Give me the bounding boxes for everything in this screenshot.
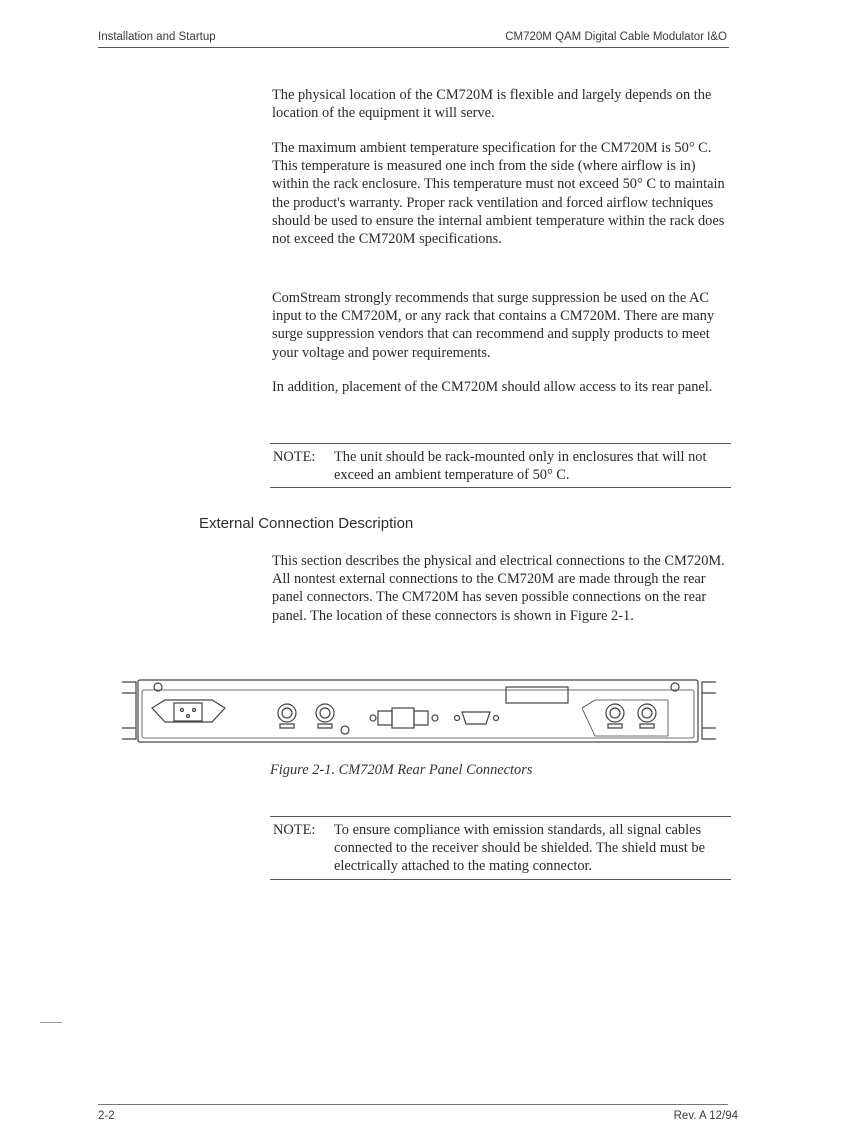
header-document-title: CM720M QAM Digital Cable Modulator I&O [505,31,727,43]
note-rack-mount [270,443,731,488]
ac-power-inlet-icon [152,700,225,722]
paragraph-rear-access: In addition, placement of the CM720M should allow access to its rear panel. [272,379,713,395]
db-connector-icon [370,708,438,728]
paragraph-connections: This section describes the physical and electrical connections to the CM720M. All nontest external connections to the CM720M are made through the rear panel connectors. The CM720M has seven possible connections on the rear panel. The location of these connectors is shown in Figure 2-1. [272,553,725,624]
figure-caption: Figure 2-1. CM720M Rear Panel Connectors [270,762,533,778]
ground-screw-icon [341,726,349,734]
section-heading: External Connection Description [199,515,414,532]
paragraph-location: The physical location of the CM720M is flexible and largely depends on the location of the equipment it will serve. [272,87,712,122]
footer-rule [98,1104,728,1105]
left-rack-ear [122,682,136,739]
note-text: To ensure compliance with emission standards, all signal cables connected to the receiver should be shielded. The shield must be electrically attached to the mating connector. [334,822,705,875]
revision-label: Rev. A 12/94 [673,1110,738,1122]
note-label: NOTE: [273,449,316,465]
header-section-title: Installation and Startup [98,31,216,43]
paragraph-surge-suppression: ComStream strongly recommends that surge suppression be used on the AC input to the CM720M, or any rack that contains a CM720M. There are many surge suppression vendors that can recommend and supply products to meet your voltage and power requirements. [272,290,715,361]
note-emission-standards [270,816,731,880]
bnc-connector-icon [316,704,334,728]
header-rule [98,47,729,48]
bnc-connector-icon [638,704,656,728]
serial-port-icon [455,712,499,724]
bnc-connector-icon [278,704,296,728]
page-number: 2-2 [98,1110,115,1122]
panel-inner-outline [142,690,694,738]
scan-mark [40,1022,62,1023]
note-label: NOTE: [273,822,316,838]
paragraph-temperature: The maximum ambient temperature specification for the CM720M is 50° C. This temperature is measured one inch from the side (where airflow is in) within the rack enclosure. This temperature must not exceed 50° C to maintain the product's warranty. Proper rack ventilation and forced airflow techniques should be used to ensure the internal ambient temperature within the rack does not exceed the CM720M specifications. [272,140,725,248]
label-window [506,687,568,703]
right-rack-ear [702,682,716,739]
note-text: The unit should be rack-mounted only in enclosures that will not exceed an ambient temperature of 50° C. [334,449,707,484]
bnc-connector-icon [606,704,624,728]
rear-panel-figure [120,678,720,748]
